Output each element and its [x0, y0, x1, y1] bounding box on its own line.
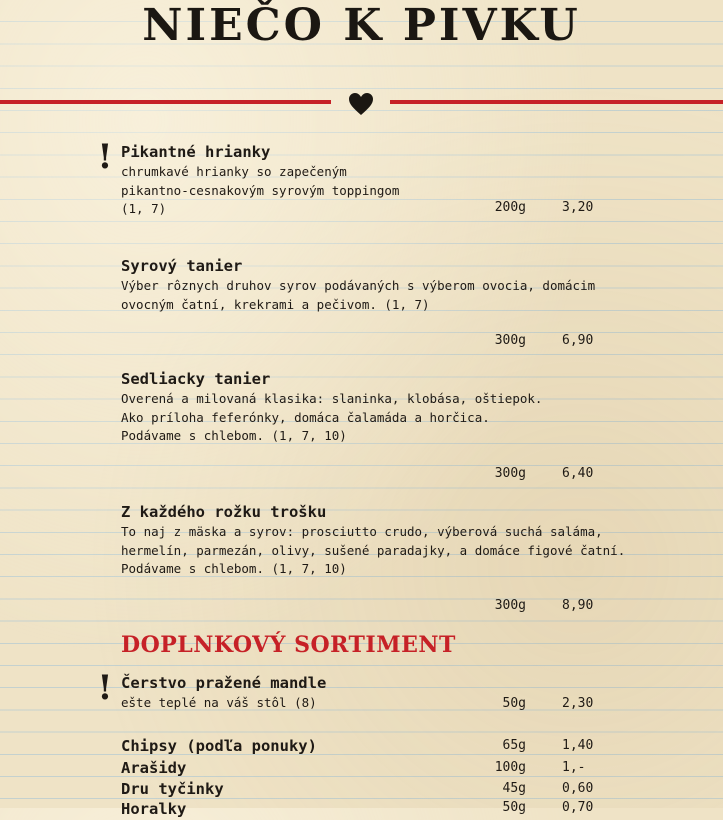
item-price: 8,90 [562, 598, 594, 613]
item-name: Sedliacky tanier [121, 370, 271, 388]
divider-left [0, 100, 331, 104]
item-desc-line: Podávame s chlebom. (1, 7, 10) [121, 561, 347, 576]
item-name: Čerstvo pražené mandle [121, 674, 327, 692]
item-name: Arašidy [121, 759, 187, 777]
item-desc-line: Podávame s chlebom. (1, 7, 10) [121, 428, 347, 443]
menu-item [121, 255, 681, 314]
item-price: 1,- [562, 760, 586, 775]
item-desc-line: (1, 7) [121, 201, 167, 216]
section-title: DOPLNKOVÝ SORTIMENT [121, 632, 456, 658]
item-weight: 50g [502, 800, 526, 815]
item-weight: 300g [494, 333, 526, 348]
item-desc-line: Overená a milovaná klasika: slaninka, klobása, oštiepok. [121, 391, 543, 406]
exclamation-icon: ! [97, 668, 113, 708]
item-desc-line: To naj z mäska a syrov: prosciutto crudo, výberová suchá saláma, [121, 524, 603, 539]
item-weight: 65g [502, 738, 526, 753]
item-name: Syrový tanier [121, 257, 243, 275]
item-desc-line: Výber rôznych druhov syrov podávaných s výberom ovocia, domácim [121, 278, 596, 293]
item-name: Horalky [121, 800, 187, 818]
item-desc-line: ovocným čatní, krekrami a pečivom. (1, 7) [121, 296, 430, 312]
page-title: NIEČO K PIVKU [142, 0, 581, 51]
item-desc-line: chrumkavé hrianky so zapečeným [121, 164, 347, 179]
menu-item [121, 501, 681, 579]
item-desc-line: ešte teplé na váš stôl (8) [121, 695, 317, 710]
item-weight: 45g [502, 781, 526, 796]
item-weight: 100g [494, 760, 526, 775]
item-weight: 300g [494, 466, 526, 481]
item-desc-line: Ako príloha feferónky, domáca čalamáda a horčica. [121, 409, 490, 425]
item-price: 3,20 [562, 200, 594, 215]
heart-icon [348, 92, 374, 116]
item-desc-line: pikantno-cesnakovým syrovým toppingom [121, 182, 400, 198]
item-weight: 50g [502, 696, 526, 711]
item-price: 0,70 [562, 800, 594, 815]
divider-right [390, 100, 723, 104]
item-price: 6,90 [562, 333, 594, 348]
exclamation-icon: ! [97, 137, 113, 177]
item-price: 2,30 [562, 696, 594, 711]
item-price: 6,40 [562, 466, 594, 481]
item-price: 1,40 [562, 738, 594, 753]
item-name: Pikantné hrianky [121, 143, 271, 161]
item-name: Chipsy (podľa ponuky) [121, 737, 317, 755]
item-name: Dru tyčinky [121, 780, 224, 798]
item-price: 0,60 [562, 781, 594, 796]
item-name: Z každého rožku trošku [121, 503, 327, 521]
menu-item [121, 368, 681, 446]
item-weight: 300g [494, 598, 526, 613]
item-weight: 200g [494, 200, 526, 215]
item-desc-line: hermelín, parmezán, olivy, sušené paradajky, a domáce figové čatní. [121, 542, 626, 558]
